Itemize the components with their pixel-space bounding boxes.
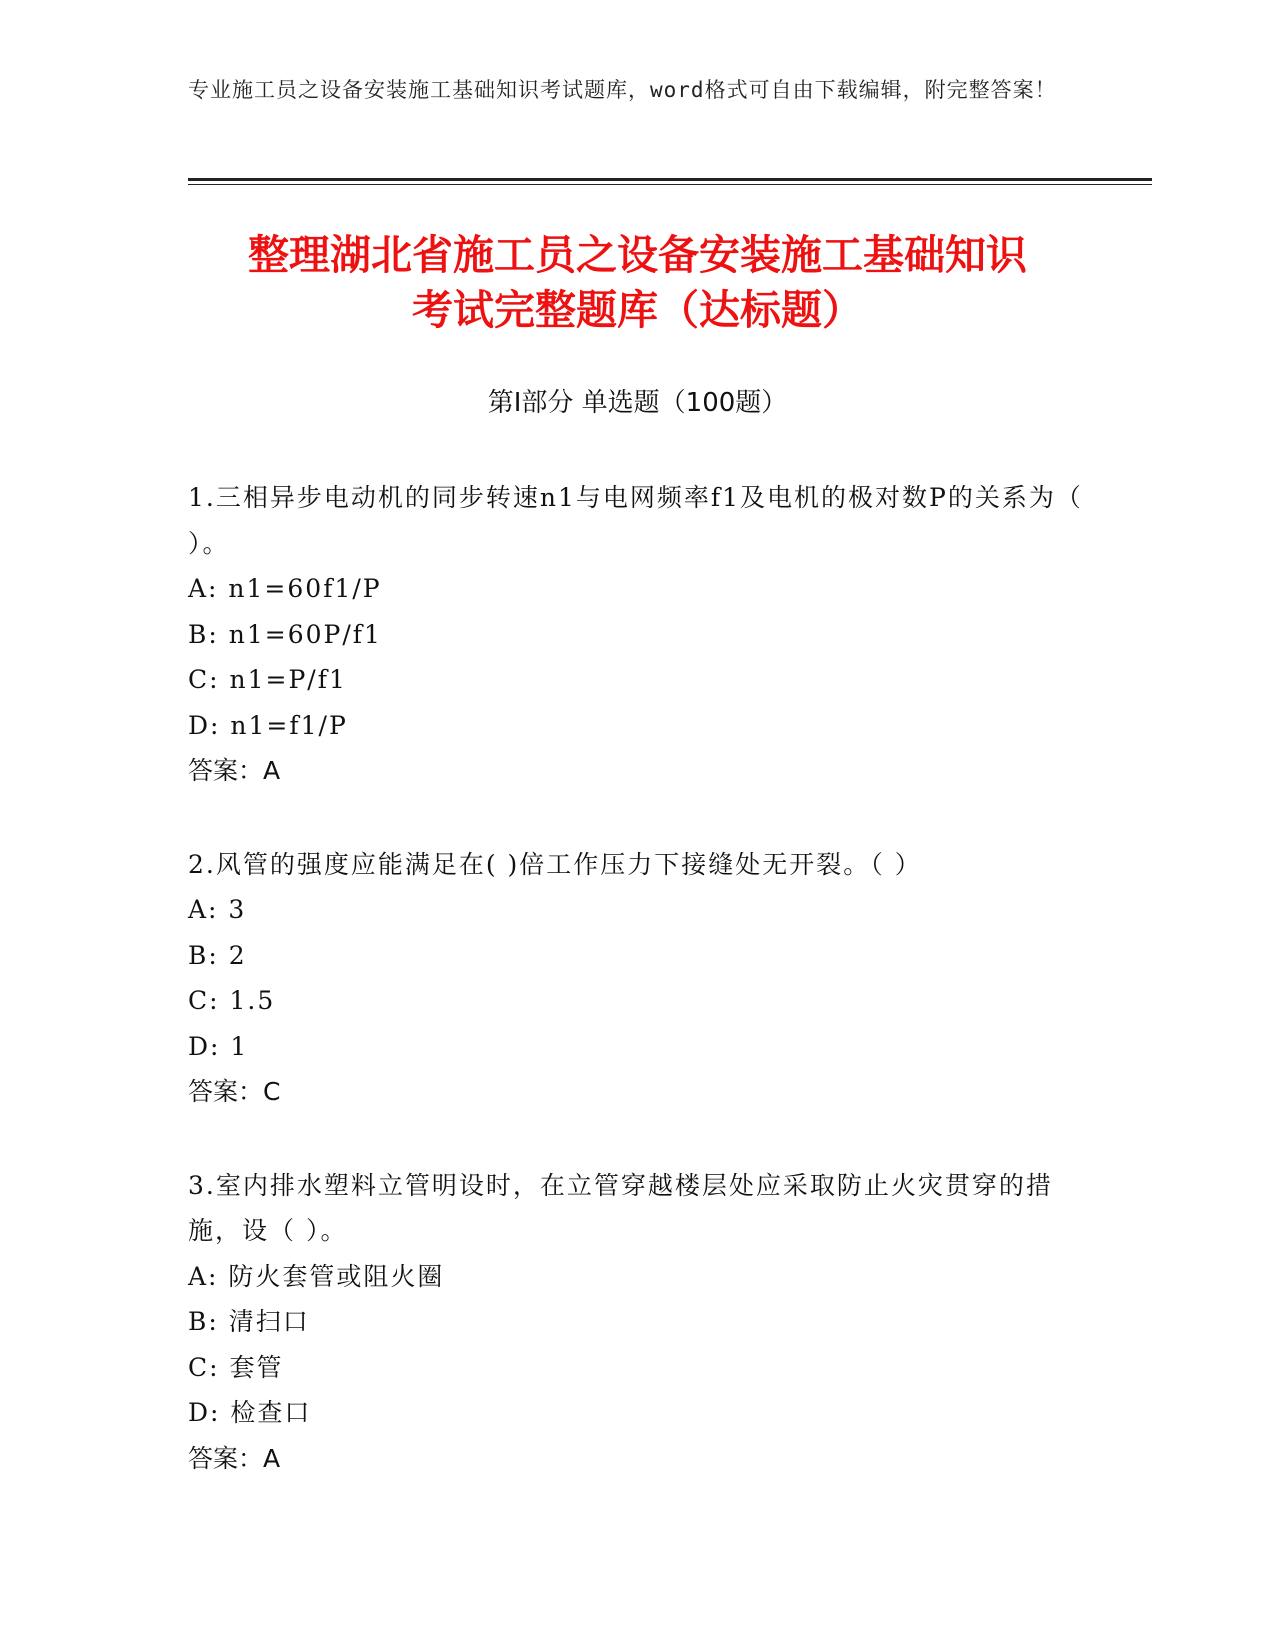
question-stem: 2.风管的强度应能满足在( )倍工作压力下接缝处无开裂。（ ） [188, 849, 922, 879]
question-2 [188, 842, 1088, 1115]
option-a: A: n1=60f1/P [188, 574, 382, 603]
option-b: B: 2 [188, 940, 247, 970]
option-a: A: 3 [188, 895, 247, 924]
option-c: C: 1.5 [188, 986, 276, 1015]
document-title-line-1: 整理湖北省施工员之设备安装施工基础知识 [248, 231, 1027, 279]
header-divider-thick [188, 178, 1152, 181]
answer: 答案：C [188, 1077, 281, 1106]
option-d: D: 检查口 [188, 1398, 312, 1427]
option-b: B: 清扫口 [188, 1307, 310, 1336]
question-3 [188, 1163, 1088, 1482]
header-note: 专业施工员之设备安装施工基础知识考试题库，word格式可自由下载编辑，附完整答案！ [188, 78, 1057, 102]
header-divider-thin [188, 184, 1152, 185]
question-list [188, 475, 1088, 1529]
answer: 答案：A [188, 756, 281, 785]
option-d: D: 1 [188, 1031, 249, 1061]
section-title: 第Ⅰ部分 单选题（100题） [487, 388, 788, 418]
question-stem: 1.三相异步电动机的同步转速n1与电网频率f1及电机的极对数P的关系为（ ）。 [188, 483, 1083, 558]
option-c: C: n1=P/f1 [188, 665, 347, 694]
answer: 答案：A [188, 1443, 281, 1473]
document-title-line-2: 考试完整题库（达标题） [412, 286, 863, 334]
document-title [150, 228, 1125, 338]
option-c: C: 套管 [188, 1352, 284, 1382]
question-1 [188, 475, 1088, 794]
question-stem: 3.室内排水塑料立管明设时，在立管穿越楼层处应采取防止火灾贯穿的措施，设（ ）。 [188, 1170, 1053, 1245]
option-b: B: n1=60P/f1 [188, 619, 382, 649]
option-a: A: 防火套管或阻火圈 [188, 1261, 445, 1291]
option-d: D: n1=f1/P [188, 710, 348, 740]
